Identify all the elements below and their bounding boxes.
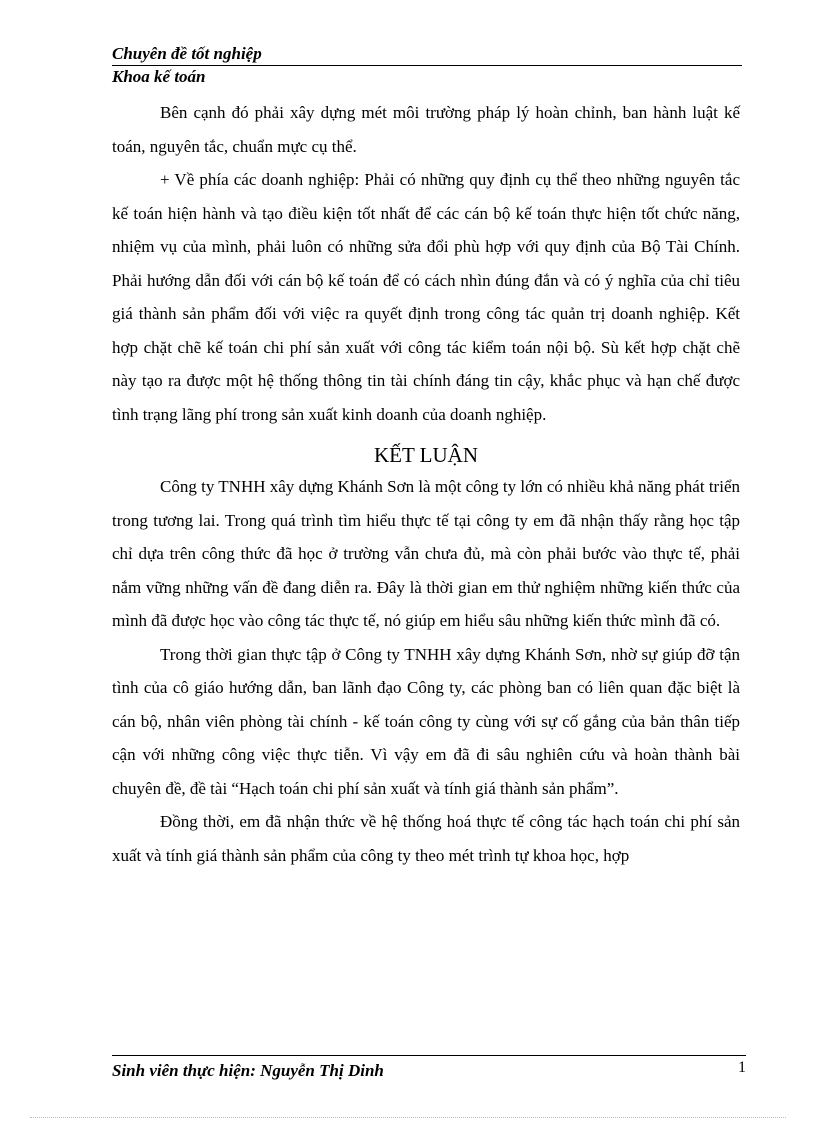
- footer-rule: [112, 1055, 746, 1056]
- page-footer: [112, 1055, 746, 1080]
- document-body: [112, 96, 740, 872]
- conclusion-paragraph: Đồng thời, em đã nhận thức về hệ thống hoá thực tế công tác hạch toán chi phí sản xuất và tính giá thành sản phẩm của công ty theo mét trình tự khoa học, hợp: [112, 812, 740, 865]
- conclusion-paragraph: Trong thời gian thực tập ở Công ty TNHH xây dựng Khánh Sơn, nhờ sự giúp đỡ tận tình của cô giáo hướng dẫn, ban lãnh đạo Công ty, các phòng ban có liên quan đặc biệt là cán bộ, nhân viên phòng tài chính - kế toán công ty cùng với sự cố gắng của bản thân tiếp cận với những công việc thực tiễn. Vì vậy em đã đi sâu nghiên cứu và hoàn thành bài chuyên đề, đề tài “Hạch toán chi phí sản xuất và tính giá thành sản phẩm”.: [112, 644, 740, 798]
- page-header: [112, 43, 742, 88]
- page-bottom-border: [30, 1117, 786, 1118]
- section-heading: KẾT LUẬN: [373, 443, 478, 467]
- footer-author: Sinh viên thực hiện: Nguyễn Thị Dinh: [112, 1061, 384, 1080]
- header-title: Chuyên đề tốt nghiệp: [112, 44, 262, 63]
- page-number: 1: [738, 1059, 746, 1076]
- paragraph: Bên cạnh đó phải xây dựng mét môi trường pháp lý hoàn chỉnh, ban hành luật kế toán, nguyên tắc, chuẩn mực cụ thể.: [112, 103, 740, 156]
- paragraph: + Về phía các doanh nghiệp: Phải có những quy định cụ thể theo những nguyên tắc kế toán hiện hành và tạo điều kiện tốt nhất để các cán bộ kế toán thực hiện tốt chức năng, nhiệm vụ của mình, phải luôn có những sửa đổi phù hợp với quy định của Bộ Tài Chính. Phải hướng dẫn đối với cán bộ kế toán để có cách nhìn đúng đắn và có ý nghĩa của chỉ tiêu giá thành sản phẩm đối với việc ra quyết định trong công tác quản trị doanh nghiệp. Kết hợp chặt chẽ kế toán chi phí sản xuất với công tác kiểm toán nội bộ. Sù kết hợp chặt chẽ này tạo ra được một hệ thống thông tin tài chính đáng tin cậy, khắc phục và hạn chế được tình trạng lãng phí trong sản xuất kinh doanh của doanh nghiệp.: [112, 170, 740, 424]
- header-department: Khoa kế toán: [112, 67, 206, 86]
- conclusion-paragraph: Công ty TNHH xây dựng Khánh Sơn là một công ty lớn có nhiều khả năng phát triển trong tương lai. Trong quá trình tìm hiểu thực tế tại công ty em đã nhận thấy rằng học tập chỉ dựa trên công thức đã học ở trường vẫn chưa đủ, mà còn phải bước vào thực tế, phải nắm vững những vấn đề đang diễn ra. Đây là thời gian em thử nghiệm những kiến thức của mình đã được học vào công tác thực tế, nó giúp em hiểu sâu những kiến thức mình đã có.: [112, 477, 740, 630]
